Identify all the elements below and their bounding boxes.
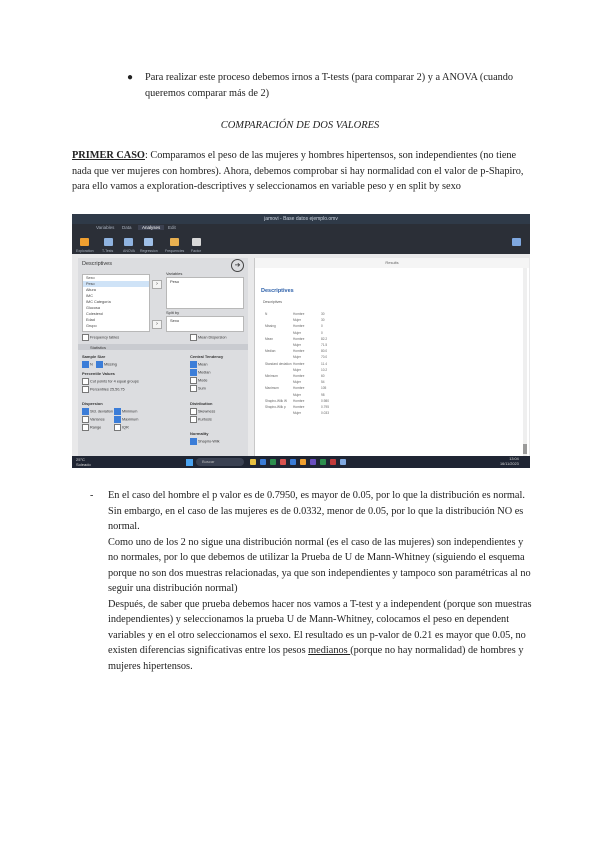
result-cell: Hombre: [293, 374, 305, 378]
jamovi-screenshot: [72, 214, 530, 468]
variable-item[interactable]: Glucosa: [86, 306, 100, 310]
result-cell: N: [265, 312, 268, 316]
result-cell: Hombre: [293, 405, 305, 409]
split-box[interactable]: [166, 316, 244, 332]
first-case-body: : Comparamos el peso de las mujeres y hombres hipertensos, son independientes (no tiene nada que ver mujeres con hombres). Ahora, debemos comprobar si hay normalidad con el valor de p-Shapiro, para ello vamos a exploration-descriptives y seleccionamos en variable peso y en split by sexo: [72, 150, 524, 192]
anova-icon[interactable]: [124, 238, 133, 246]
exploration-icon[interactable]: [80, 238, 89, 246]
variable-item[interactable]: Grupo: [86, 324, 97, 328]
paragraph-line: Como uno de los 2 no sigue una distribución normal (es el caso de las mujeres) son independientes y no normales, por lo que debemos de utilizar la Prueba de U de Mann-Whitney (siguiendo el esquema porque no son dos muestras relacionadas, ya que son independientes y tampoco son paramétricas al no seguir una distribución normal): [108, 536, 531, 594]
variables-box-label: Variables: [166, 271, 183, 276]
statistics-label: Statistics: [90, 344, 107, 350]
bullet-dot: ●: [127, 72, 134, 83]
result-cell: Missing: [265, 324, 276, 329]
mean-dispersion-label: Mean Dispersion: [198, 335, 227, 340]
option-label: Mode: [198, 378, 208, 383]
result-cell: 0.980: [321, 398, 329, 403]
result-cell: Hombre: [293, 312, 305, 316]
variable-item[interactable]: Peso: [83, 281, 149, 287]
central-label: Central Tendency: [190, 354, 224, 359]
regression-icon[interactable]: [144, 238, 153, 246]
section-heading: COMPARACIÓN DE DOS VALORES: [220, 120, 380, 131]
statistics-section-header[interactable]: [78, 344, 248, 350]
result-cell: Standard deviation: [265, 361, 292, 366]
result-cell: Hombre: [293, 324, 305, 329]
option-label: Mean: [198, 362, 208, 367]
n-label: N: [90, 362, 93, 367]
sample-size-label: Sample Size: [82, 354, 106, 359]
result-cell: Hombre: [293, 336, 305, 341]
edge-icon[interactable]: [260, 459, 266, 465]
option-label: IQR: [122, 425, 129, 430]
ribbon-tab[interactable]: Variables: [96, 225, 115, 230]
result-cell: Hombre: [293, 386, 305, 391]
result-cell: 71.5: [321, 343, 328, 347]
options-panel: [78, 258, 248, 462]
variable-item[interactable]: IMC: [86, 294, 93, 298]
result-cell: Hombre: [293, 398, 305, 403]
option-label: Minimum: [122, 409, 138, 414]
app-icon[interactable]: [310, 459, 316, 465]
underlined-word: medianos: [308, 645, 351, 656]
jamovi-taskbar-icon[interactable]: [340, 459, 346, 465]
result-cell: Mujer: [293, 380, 301, 385]
iqr-checkbox[interactable]: [114, 424, 129, 431]
option-label: Shapiro-Wilk: [198, 439, 220, 444]
split-box-value: Sexo: [170, 318, 180, 323]
paragraph-line: En el caso del hombre el p valor es de 0.7950, es mayor de 0.05, por lo que la distribución es normal. Sin embargo, en el caso de las mujeres es de 0.0332, menor de 0.05, por lo que la distribución NO es normal.: [108, 490, 525, 532]
skewness-checkbox[interactable]: [190, 408, 215, 415]
distribution-label: Distribution: [190, 401, 213, 406]
dash-bullet: -: [90, 490, 94, 501]
result-cell: Shapiro-Wilk p: [265, 405, 286, 409]
result-cell: Mujer: [293, 330, 301, 335]
tool-label: T-Tests: [102, 249, 114, 253]
split-box-label: Split by: [166, 310, 180, 315]
ribbon: [72, 224, 530, 254]
dispersion-label: Dispersion: [82, 401, 103, 406]
result-cell: Minimum: [265, 374, 278, 378]
folder-icon[interactable]: [250, 459, 256, 465]
option-label: Kurtosis: [198, 417, 212, 422]
option-label: Std. deviation: [90, 409, 114, 414]
result-cell: 30: [321, 318, 325, 323]
result-cell: Mujer: [293, 367, 301, 372]
percentiles-checkbox[interactable]: [82, 386, 125, 393]
start-icon[interactable]: [186, 459, 193, 466]
cut-points-label: Cut points for: [90, 379, 113, 384]
variables-box[interactable]: [166, 277, 244, 309]
first-case-paragraph: [72, 148, 534, 195]
mean-checkbox[interactable]: [190, 361, 208, 368]
result-cell: Median: [265, 349, 276, 354]
result-cell: 60: [321, 374, 325, 378]
sd-checkbox[interactable]: [82, 408, 113, 415]
windows-taskbar: [72, 456, 530, 468]
result-cell: Shapiro-Wilk W: [265, 398, 287, 403]
range-checkbox[interactable]: [82, 424, 101, 431]
variables-box-value: Peso: [170, 279, 180, 284]
percentiles-value: 25,50,75: [109, 387, 125, 392]
modules-icon[interactable]: [512, 238, 521, 246]
result-cell: 0.033: [321, 411, 329, 416]
option-checkbox[interactable]: [190, 334, 227, 341]
app-icon[interactable]: [330, 459, 336, 465]
percentiles-label: Percentiles: [90, 387, 109, 392]
chrome-icon[interactable]: [300, 459, 306, 465]
weather-widget[interactable]: 25°C Soleado: [76, 457, 91, 467]
result-cell: Mujer: [293, 343, 301, 347]
tool-label: ANOVA: [123, 249, 135, 253]
results-scrollbar[interactable]: [523, 268, 527, 462]
option-label: Skewness: [198, 409, 216, 414]
option-label: Variance: [90, 417, 105, 422]
option-label: Range: [90, 425, 102, 430]
option-label: Maximum: [122, 417, 139, 422]
percentile-label: Percentile Values: [82, 371, 115, 376]
result-cell: 0: [321, 330, 323, 335]
option-label: Sum: [198, 386, 206, 391]
tool-label: Regression: [140, 249, 158, 253]
window-title: jamovi - Base datos ejemplo.omv: [72, 214, 530, 224]
move-to-variables-button[interactable]: ›: [152, 280, 162, 289]
tool-label: Factor: [191, 249, 201, 253]
variable-item[interactable]: Edad: [86, 318, 95, 322]
result-cell: 30: [321, 312, 325, 316]
paragraph-tail: (porque no hay normalidad) de hombres y mujeres hipertensos.: [108, 645, 524, 672]
variance-checkbox[interactable]: [82, 416, 105, 423]
cut-points-value: 4 equal groups: [113, 379, 139, 384]
result-cell: Mujer: [293, 411, 301, 416]
result-cell: 98: [321, 392, 325, 397]
minimum-checkbox[interactable]: [114, 408, 137, 415]
result-cell: 105: [321, 386, 327, 391]
scrollbar-thumb[interactable]: [523, 444, 527, 454]
result-cell: 70.0: [321, 355, 328, 360]
results-subtitle: Descriptives: [263, 300, 283, 304]
result-cell: 11.4: [321, 361, 327, 366]
app-icon[interactable]: [280, 459, 286, 465]
result-cell: Maximum: [265, 386, 279, 391]
variable-list[interactable]: [82, 274, 150, 332]
taskbar-clock[interactable]: 13:04 16/11/2023: [500, 457, 519, 466]
mode-checkbox[interactable]: [190, 377, 208, 384]
first-case-lead: PRIMER CASO: [72, 150, 145, 161]
result-cell: 0: [321, 324, 323, 329]
tool-label: Exploration: [76, 249, 94, 253]
result-cell: 82.2: [321, 336, 328, 341]
variable-item[interactable]: Sexo: [86, 276, 95, 280]
shapiro-checkbox[interactable]: [190, 438, 220, 445]
excel-icon[interactable]: [320, 459, 326, 465]
go-arrow-icon[interactable]: ➔: [231, 259, 244, 272]
results-header: Results: [255, 258, 529, 268]
analysis-paragraph: [108, 488, 536, 674]
app-icon[interactable]: [270, 459, 276, 465]
maximum-checkbox[interactable]: [114, 416, 138, 423]
results-title: Descriptives: [261, 288, 294, 294]
cut-points-checkbox[interactable]: [82, 378, 139, 385]
result-cell: Mujer: [293, 392, 301, 397]
result-cell: 0.795: [321, 405, 329, 409]
result-cell: 54: [321, 380, 325, 385]
missing-checkbox[interactable]: [96, 361, 117, 368]
bullet-text: Para realizar este proceso debemos irnos a T-tests (para comparar 2) y a ANOVA (cuando queremos comparar más de 2): [145, 72, 514, 99]
kurtosis-checkbox[interactable]: [190, 416, 212, 423]
n-checkbox[interactable]: [82, 361, 93, 368]
paragraph-line: [108, 597, 536, 675]
result-cell: Mujer: [293, 318, 301, 323]
median-checkbox[interactable]: [190, 369, 210, 376]
result-cell: Hombre: [293, 349, 305, 354]
panel-title: Descriptives: [82, 261, 112, 267]
variable-item[interactable]: Altura: [86, 288, 96, 292]
sum-checkbox[interactable]: [190, 385, 206, 392]
frequency-tables-label: Frequency tables: [90, 335, 120, 340]
move-to-split-button[interactable]: ›: [152, 320, 162, 329]
word-icon[interactable]: [290, 459, 296, 465]
ribbon-tab-active[interactable]: Analyses: [138, 225, 164, 230]
result-cell: Mean: [265, 336, 273, 341]
variable-item[interactable]: Colesterol: [86, 312, 104, 316]
missing-label: Missing: [104, 362, 117, 367]
result-cell: 80.0: [321, 349, 328, 354]
taskbar-search[interactable]: Buscar: [196, 458, 244, 466]
ribbon-tab[interactable]: Edit: [168, 225, 176, 230]
frequency-tables-checkbox[interactable]: [82, 334, 119, 341]
factor-icon[interactable]: [192, 238, 201, 246]
results-panel: [254, 258, 529, 462]
tool-label: Frequencies: [165, 249, 185, 253]
paragraph-text: Después, de saber que prueba debemos hacer nos vamos a T-test y a independent (porque son muestras independientes) y seleccionamos la prueba U de Mann-Whitney, colocamos el peso en dependent variables y en el otro seleccionamos el sexo. El resultado es un p-valor de 0.21 es mayor que 0.05, no existen diferencias significativas entre los pesos: [108, 598, 532, 656]
result-cell: Hombre: [293, 361, 305, 366]
normality-label: Normality: [190, 431, 209, 436]
ribbon-tab[interactable]: Data: [122, 225, 132, 230]
result-cell: 10.2: [321, 367, 328, 372]
frequencies-icon[interactable]: [170, 238, 179, 246]
result-cell: Mujer: [293, 355, 301, 360]
option-label: Median: [198, 370, 211, 375]
ttest-icon[interactable]: [104, 238, 113, 246]
variable-item[interactable]: IMC Categoría: [86, 300, 111, 304]
